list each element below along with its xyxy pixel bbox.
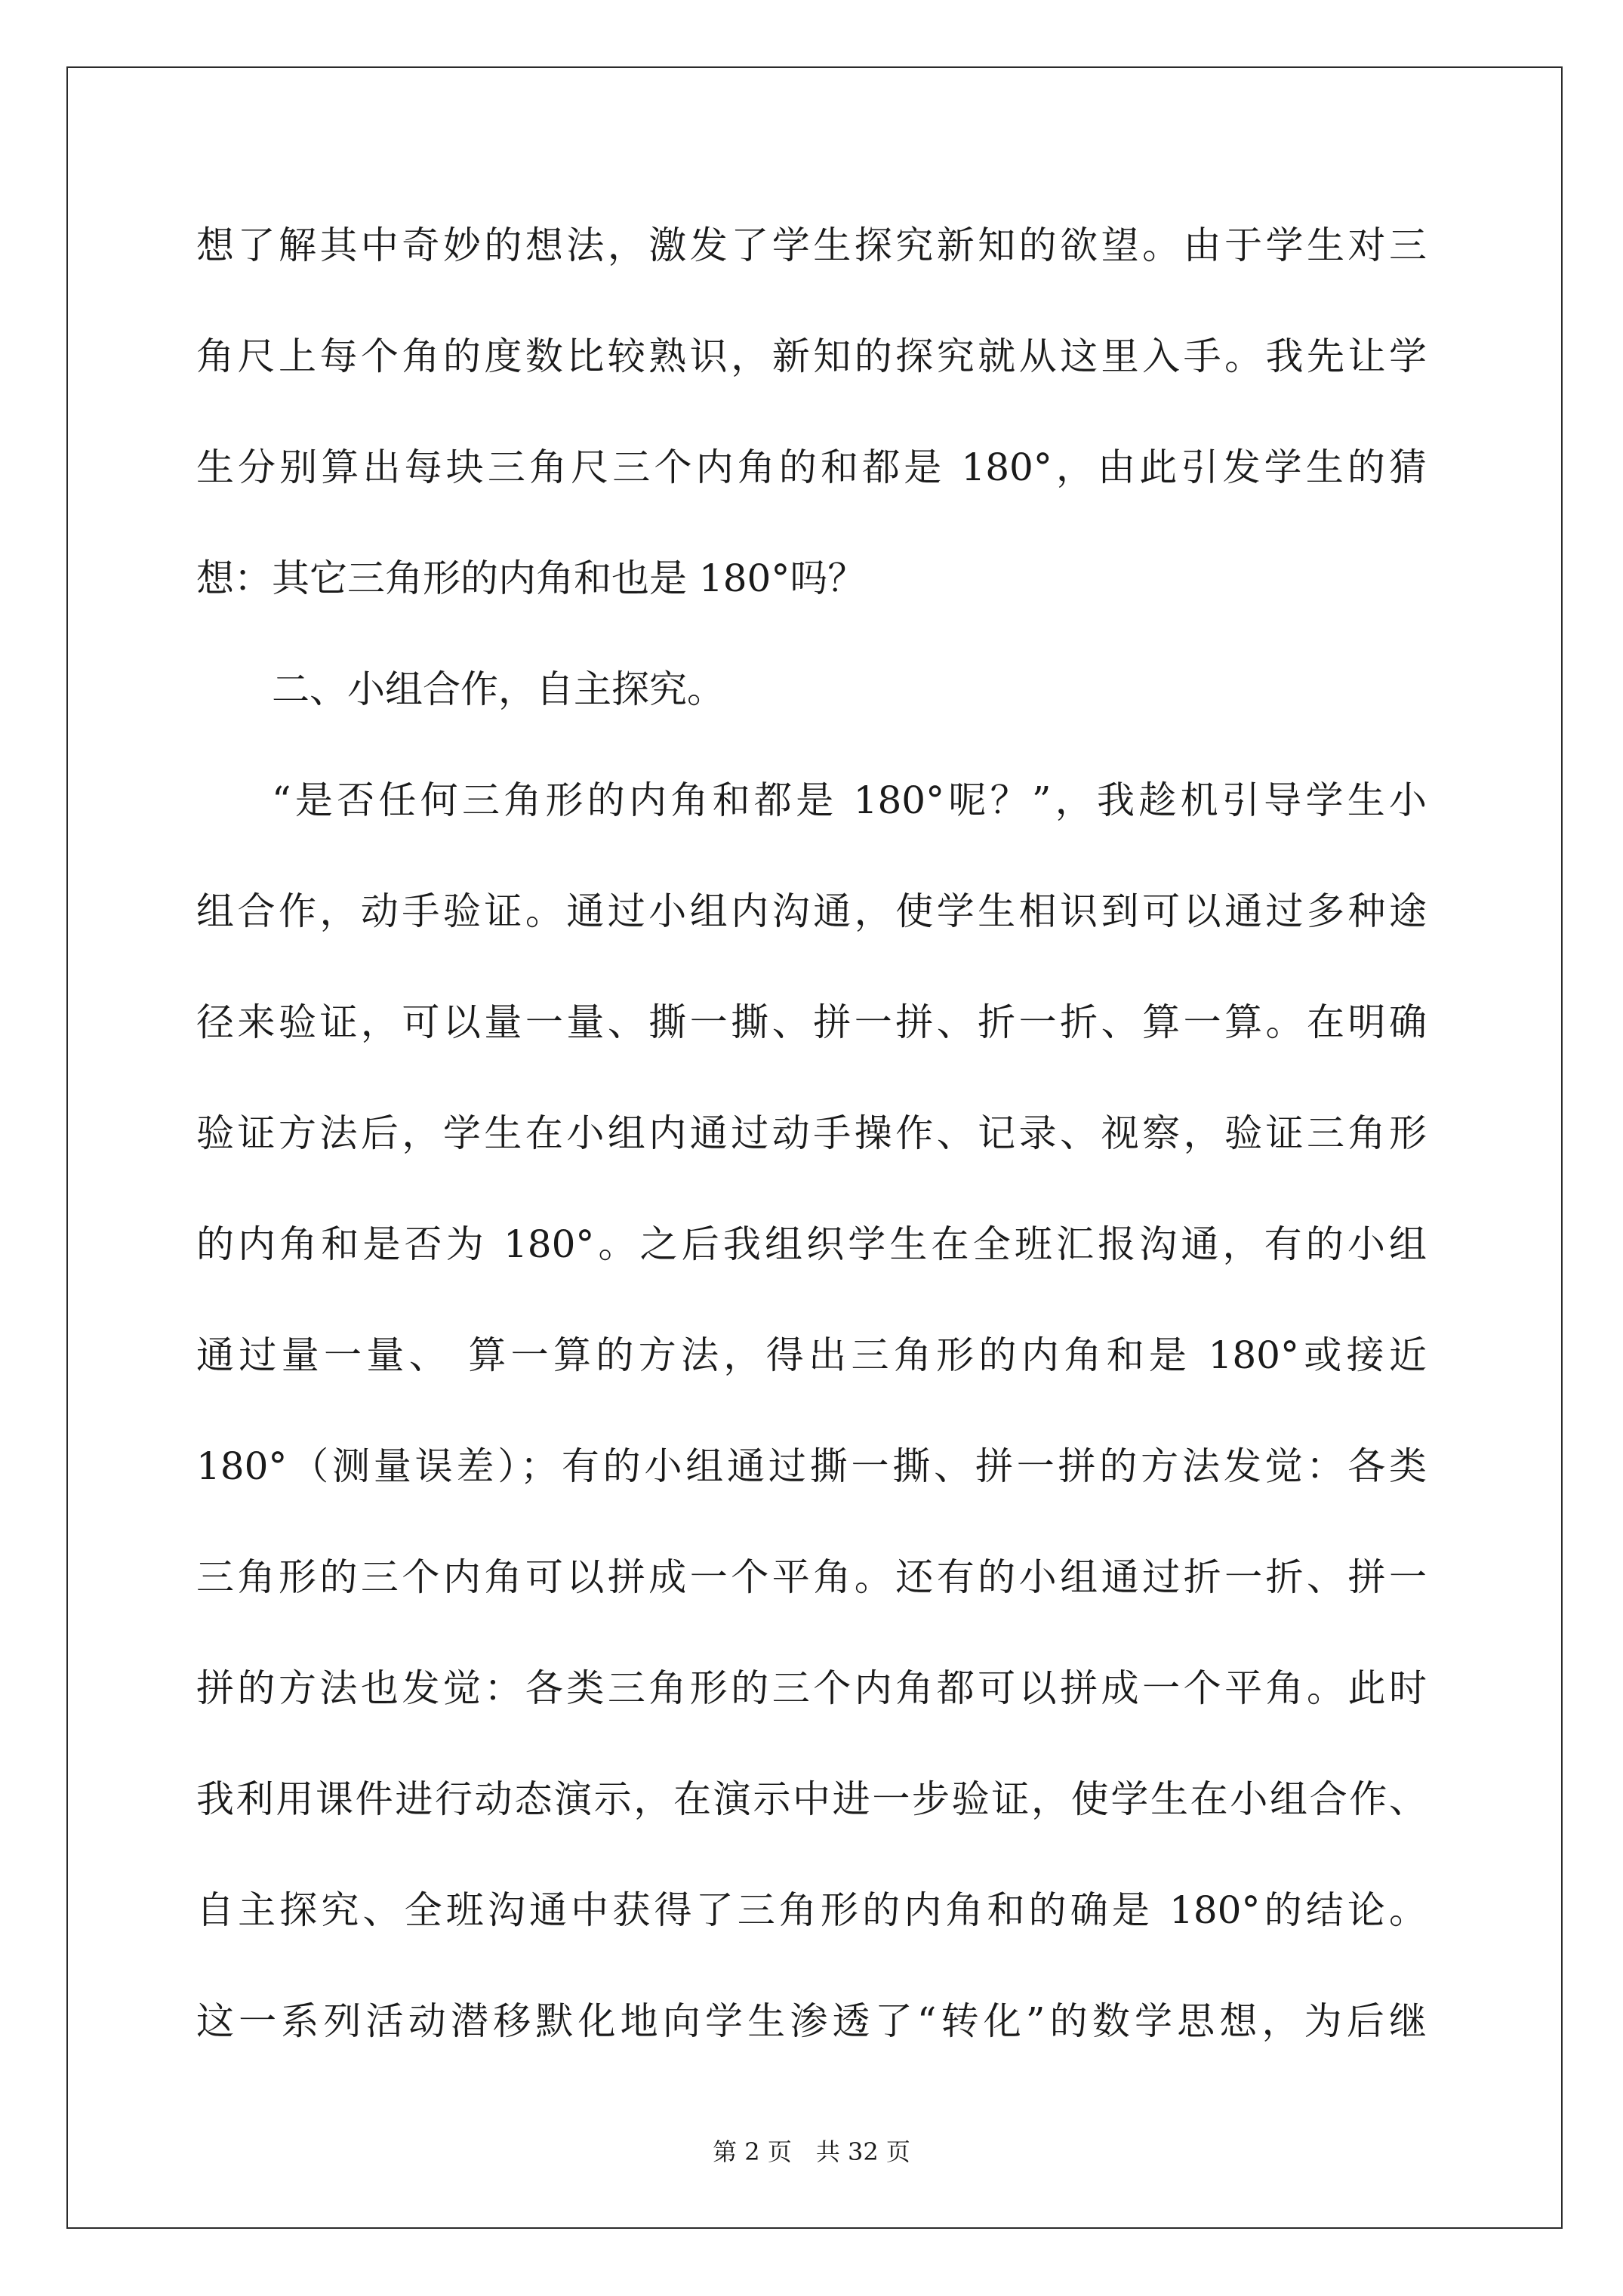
text-line: “是否任何三角形的内角和都是 180°呢？”，我趁机引导学生小 [272,778,1427,822]
text-line: 通过量一量、 算一算的方法，得出三角形的内角和是 180°或接近 [196,1333,1427,1377]
text-line: 验证方法后，学生在小组内通过动手操作、记录、视察，验证三角形 [196,1111,1427,1155]
text-line: 自主探究、全班沟通中获得了三角形的内角和的确是 180°的结论。 [196,1888,1427,1932]
text-line: 我利用课件进行动态演示，在演示中进一步验证，使学生在小组合作、 [196,1777,1427,1821]
text-line: 180°（测量误差）；有的小组通过撕一撕、拼一拼的方法发觉：各类 [196,1444,1427,1488]
page-footer: 第 2 页 共 32 页 [713,2137,910,2166]
text-line: 角尺上每个角的度数比较熟识，新知的探究就从这里入手。我先让学 [196,334,1427,378]
text-line: 三角形的三个内角可以拼成一个平角。还有的小组通过折一折、拼一 [196,1555,1427,1599]
text-line: 想：其它三角形的内角和也是 180°吗？ [196,556,866,600]
text-line: 想了解其中奇妙的想法，激发了学生探究新知的欲望。由于学生对三 [196,223,1427,267]
text-line: 组合作，动手验证。通过小组内沟通，使学生相识到可以通过多种途 [196,889,1427,933]
text-line: 的内角和是否为 180°。之后我组织学生在全班汇报沟通，有的小组 [196,1222,1427,1266]
text-line: 二、小组合作，自主探究。 [272,667,725,711]
text-line: 这一系列活动潜移默化地向学生渗透了“转化”的数学思想，为后继 [196,1999,1427,2043]
text-line: 生分别算出每块三角尺三个内角的和都是 180°，由此引发学生的猜 [196,445,1427,489]
text-line: 径来验证，可以量一量、撕一撕、拼一拼、折一折、算一算。在明确 [196,1000,1427,1044]
text-line: 拼的方法也发觉：各类三角形的三个内角都可以拼成一个平角。此时 [196,1666,1427,1710]
